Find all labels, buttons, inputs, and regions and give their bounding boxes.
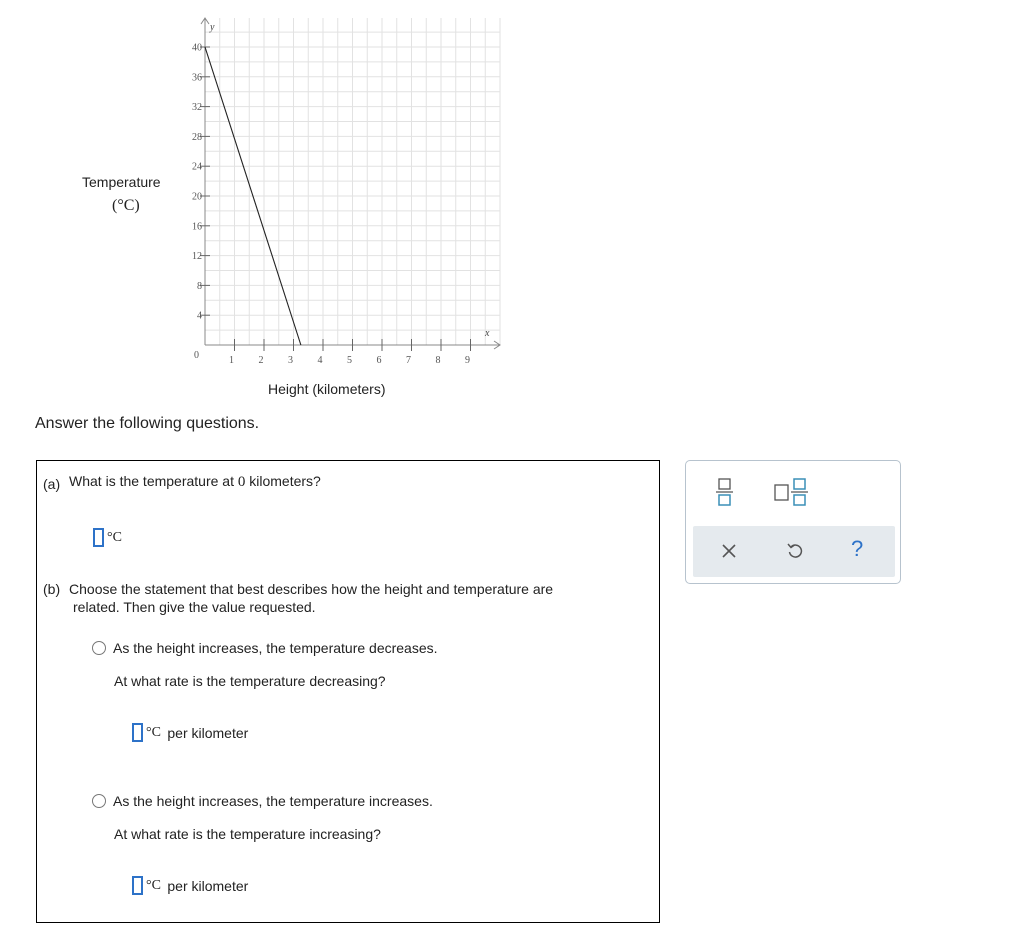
- x-tick-label: 4: [317, 355, 323, 366]
- increase-rate-unit-text: per kilometer: [167, 877, 249, 894]
- x-axis-label: Height (kilometers): [268, 381, 386, 397]
- temperature-height-chart: [0, 0, 520, 370]
- x-tick-label: 7: [406, 355, 411, 366]
- x-tick-label: 6: [376, 355, 382, 366]
- y-tick-label: 12: [192, 251, 202, 263]
- help-icon[interactable]: ?: [851, 536, 864, 561]
- x-tick-label: 5: [347, 355, 352, 366]
- math-toolbox: [685, 460, 901, 584]
- chart-ticks: [192, 43, 471, 367]
- x-tick-label: 8: [435, 355, 441, 366]
- part-a-question-value: 0: [237, 474, 246, 490]
- option-increases-radio[interactable]: [92, 794, 106, 808]
- option-decreases-radio[interactable]: [92, 641, 106, 655]
- increase-rate-input[interactable]: [132, 876, 143, 895]
- part-a-answer-input[interactable]: [93, 528, 104, 547]
- undo-icon[interactable]: [785, 541, 805, 566]
- mixed-number-icon[interactable]: [772, 475, 812, 514]
- fraction-icon[interactable]: [714, 475, 736, 514]
- part-a-label: (a): [43, 476, 61, 492]
- y-axis-unit: (°C): [112, 197, 140, 214]
- y-tick-label: 8: [197, 280, 202, 292]
- decrease-rate-unit-text: per kilometer: [167, 724, 249, 741]
- y-tick-label: 40: [192, 42, 202, 54]
- option-increases-statement[interactable]: As the height increases, the temperature increases.: [113, 793, 433, 809]
- part-b-question-line1: Choose the statement that best describes how the height and temperature are: [69, 581, 554, 597]
- x-axis-variable: x: [485, 328, 490, 339]
- y-tick-label: 16: [192, 221, 202, 233]
- part-a-question-post: kilometers?: [249, 473, 321, 489]
- part-a-question-pre: What is the temperature at: [69, 473, 234, 489]
- instructions-prompt: Answer the following questions.: [35, 415, 260, 432]
- toolbox-actions: [693, 526, 895, 577]
- x-tick-label: 2: [258, 355, 264, 366]
- option-decreases-answer-row: [132, 723, 248, 742]
- y-tick-label: 24: [192, 161, 202, 173]
- y-tick-label: 20: [192, 191, 202, 203]
- option-increases-rate-question: At what rate is the temperature increasing?: [114, 826, 381, 842]
- option-decreases-rate-question: At what rate is the temperature decreasing?: [114, 673, 386, 689]
- option-decreases-statement[interactable]: As the height increases, the temperature decreases.: [113, 640, 438, 656]
- chart-axes: [201, 18, 500, 349]
- y-tick-label: 4: [197, 310, 202, 322]
- part-b-question: [43, 580, 653, 616]
- origin-label: 0: [194, 350, 199, 361]
- x-tick-label: 3: [288, 355, 293, 366]
- option-increases-answer-row: [132, 876, 248, 895]
- increase-rate-unit-symbol: °C: [146, 877, 161, 893]
- question-panel: [36, 460, 660, 923]
- y-tick-label: 32: [192, 102, 202, 114]
- part-a-unit: °C: [107, 529, 122, 545]
- x-tick-label: 1: [229, 355, 234, 366]
- decrease-rate-input[interactable]: [132, 723, 143, 742]
- y-tick-label: 36: [192, 72, 202, 84]
- clear-icon[interactable]: [720, 542, 738, 565]
- part-a-question: [43, 472, 321, 491]
- part-a-answer-row: [93, 528, 122, 547]
- part-b-label: (b): [43, 581, 61, 597]
- x-tick-label: 9: [465, 355, 470, 366]
- y-axis-variable: y: [210, 22, 215, 33]
- decrease-rate-unit-symbol: °C: [146, 724, 161, 740]
- y-axis-label: Temperature: [82, 174, 161, 190]
- chart-grid: [205, 18, 500, 345]
- part-b-question-line2: related. Then give the value requested.: [73, 599, 316, 615]
- y-tick-label: 28: [192, 131, 202, 143]
